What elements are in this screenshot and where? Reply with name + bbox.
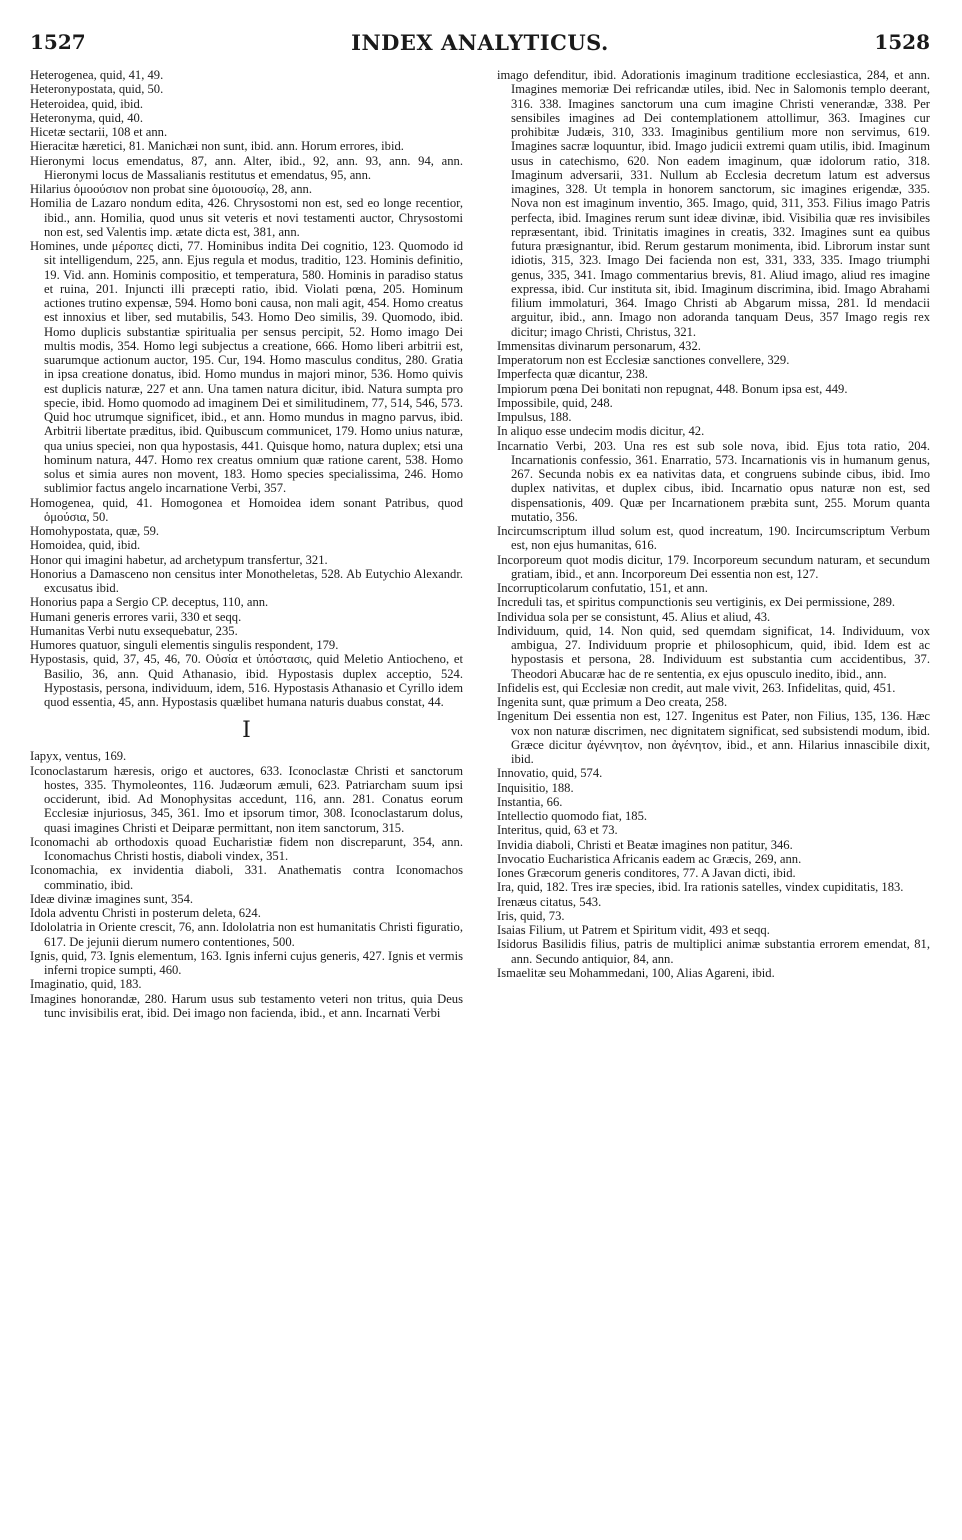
index-entry: Hieronymi locus emendatus, 87, ann. Alter, ibid., 92, ann. 93, ann. 94, ann. Hieronymi locus de Massalianis restitutus et emendatus, 95, ann. [30,153,463,182]
right-column [497,68,930,1528]
index-entry: Homogenea, quid, 41. Homogonea et Homoidea idem sonant Patribus, quod ὁμούσια, 50. [30,495,463,524]
index-entry: Homines, unde μέροπες dicti, 77. Hominibus indita Dei cognitio, 123. Quomodo id sit intelligendum, 225, ann. Ejus regula et modus, traditio, 123. Hominis definitio, 19. Vid. ann. Hominis compositio, et temperatura, 580. Hominis in paradiso status et ruina, 201. Injuncti illi præcepti ratio, ibid. Violati pœna, 205. Hominum actiones trutino expensæ, 594. Homo boni causa, non mali agit, 454. Homo creatus est innoxius et liber, sed mutabilis, 543. Homo Deo similis, 39. Quomodo, ibid. Homo duplicis substantiæ spiritualia per sensus percipit, 52. Homo imago Dei multis modis, 354. Homo legi subjectus a creatione, 666. Homo liberi arbitrii est, suarumque actionum auctor, 195. Cur, 194. Homo masculus conditus, 280. Gratia in ipsa creatione donatus, ibid. Homo mundus in majori minor, 536. Homo quivis est duplicis naturæ, 227 et ann. Una tamen natura dicitur, ibid. Natura sumpta pro specie, ibid. Homo quomodo ad imaginem Dei et similitudinem, 77, 514, 546, 573. Quid hoc utrumque significet, ibid., et ann. Homo mundus in magno parvus, ibid. Arbitrii libertate præditus, ibid. Quibuscum communicet, 179. Homo unius naturæ, qua unius speciei, non qua hypostasis, 441. Quisque homo, natura duplex; etsi una hominum natura, 447. Homo rex creatus omnium quæ ratione carent, 538. Homo solus et simia aures non movent, 183. Homo species specialissima, 246. Homo sublimior factus angelo incarnatione Verbi, 357. [30,239,463,496]
index-entry: imago defenditur, ibid. Adorationis imaginum traditione ecclesiastica, 284, et ann. Imagines memoriæ Dei refricandæ utiles, ibid. Nec in Salomonis templo deerant, 316. 338. Imagines sanctorum una cum imagine Christi venerandæ, 338. Per sensibiles imagines ad Dei contemplationem attollimur, 363. Imagines cur prohibitæ Judæis, 310, 333. Imaginibus gentilium more non servimus, 619. Imagines sacræ loquuntur, ibid. Imago judicii extremi quam utilis, ibid. Imaginum usus in catechismo, 620. Non eadem imaginum, quæ idolorum ratio, 318. Imaginum adversarii, 331. Nullum ab Ecclesia decretum latum est adversus imagines, 328. Ut templa in honorem sanctorum, sic imagines erigendæ, 335. Nova non est imaginum inventio, 365. Imago, quid, 311, 353. Filius imago Patris perfecta, ibid. Imagines rerum sunt ideæ divinæ, ibid. Visibilia quæ res invisibiles repræsentant, ibid. Trinitatis imagines in creatis, 332. Imagines sunt ea quibus futura præsignantur, ibid. Rerum gestarum monimenta, ibid. Librorum instar sunt idiotis, 315, 323. Imago Dei facienda non est, 331, 333, 335. Imago triumphi genus, 335, 341. Imago commentarius brevis, 81. Aliud imago, aliud res imagine expressa, ibid. Cur instituta sit, ibid. Imaginum discrimina, ibid. Imago Abrahami filium immolaturi, 364. Imago Christi ab Abgarum missa, 281. Id mendacii arguitur, ibid., ann. Imago non adoranda tanquam Deus, 357 Imago regis rex dicitur; imago Christi, Christus, 321. [497,68,930,339]
index-entry: Ingenita sunt, quæ primum a Deo creata, 258. [497,695,728,709]
index-entry: Incarnatio Verbi, 203. Una res est sub sole nova, ibid. Ejus tota ratio, 204. Incarnationis confessio, 361. Enarratio, 573. Incarnationis vis in humanum genus, 267. Secunda nobis ex ea nativitas data, et congruens subinde cibus, ibid. Imo duplex nativitas, et duplex cibus, ibid. Incarnatio opus naturæ non est, sed dispensationis, 409. Quæ per Incarnationem præbita sunt, 255. Morum quanta mutatio, 356. [497,438,930,524]
index-entry: Homohypostata, quæ, 59. [30,524,160,538]
index-entry: Humani generis errores varii, 330 et seqq. [30,609,242,624]
index-entry: Honor qui imagini habetur, ad archetypum transfertur, 321. [30,552,328,567]
index-entry: Incorrupticolarum confutatio, 151, et ann. [497,581,708,595]
index-entry: Iconoclastarum hæresis, origo et auctores, 633. Iconoclastæ Christi et sanctorum hostes, 335. Thymoleontes, 116. Judæorum æmuli, 623. Patriarcham suum ipsi occiderunt, ibid. Ad Monophysitas accedunt, 116, ann. 281. Conatus eorum Ecclesiæ injuriosus, 345, 361. Imo et ipsorum timor, 308. Iconoclastarum dolus, quasi imagines Christi et Deiparæ permittant, non item sanctorum, 315. [30,763,463,835]
index-entry: Hicetæ sectarii, 108 et ann. [30,125,168,139]
index-entry: Incircumscriptum illud solum est, quod increatum, 190. Incircumscriptum Verbum est, non ejus humanitas, 616. [497,524,930,553]
index-entry: Intellectio quomodo fiat, 185. [497,809,648,823]
index-entry: Inquisitio, 188. [497,780,574,795]
index-entry: Ingenitum Dei essentia non est, 127. Ingenitus est Pater, non Filius, 135, 136. Hæc vox non naturæ discrimen, nec dignitatem significat, sed subsistendi modum, ibid. Græce dicitur ἀγέννητον, non ἀγένητον, ibid., et ann. Hilarius innascibile dixit, ibid. [497,709,930,766]
index-entry: Imaginatio, quid, 183. [30,977,142,992]
entries-right [497,68,930,980]
index-entry: Heteroidea, quid, ibid. [30,96,143,111]
index-entry: Imperatorum non est Ecclesiæ sanctiones convellere, 329. [497,353,790,367]
left-page-number: 1527 [30,30,86,54]
index-entry: Immensitas divinarum personarum, 432. [497,338,701,353]
index-entry: Humanitas Verbi nutu exsequebatur, 235. [30,623,238,638]
index-entry: Imagines honorandæ, 280. Harum usus sub testamento veteri non tritus, quia Deus tunc invisibilis erat, ibid. Dei imago non facienda, ibid., et ann. Incarnati Verbi [30,991,463,1020]
index-entry: Increduli tas, et spiritus compunctionis seu vertiginis, ex Dei permissione, 289. [497,595,896,610]
index-entry: Homoidea, quid, ibid. [30,538,141,553]
index-entry: Individuum, quid, 14. Non quid, sed quemdam significat, 14. Individuum, vox ambigua, 27. Individuum proprie et philosophicum, quid, ibid. Idem est ac hypostasis et persona, 28. Individuum est substantia cum accidentibus, 37. Theodori Abucaræ hac de re sententia, ex ejus opusculo inedito, ibid., ann. [497,623,930,681]
index-entry: Ismaelitæ seu Mohammedani, 100, Alias Agareni, ibid. [497,965,775,980]
index-entry: Incorporeum quot modis dicitur, 179. Incorporeum secundum naturam, et secundum gratiam, ibid., et ann. Incorporeum Dei essentia non est, 127. [497,552,930,581]
index-entry: Homilia de Lazaro nondum edita, 426. Chrysostomi non est, sed eo longe recentior, ibid., ann. Homilia, quod unus sit veteris et novi testamenti auctor, Chrysostomi non est, sed Valentis imp. ætate dicta est, 381, ann. [30,196,463,239]
index-entry: Ira, quid, 182. Tres iræ species, ibid. Ira rationis satelles, vindex cupiditatis, 183. [497,880,904,895]
index-entry: Honorius papa a Sergio CP. deceptus, 110, ann. [30,595,269,610]
page-header [30,30,930,60]
entries-h [30,68,463,709]
running-title: INDEX ANALYTICUS. [351,30,609,55]
index-entry: Hilarius ὁμοούσιον non probat sine ὁμοιουσίῳ, 28, ann. [30,182,312,196]
index-entry: Individua sola per se consistunt, 45. Alius et aliud, 43. [497,609,771,624]
index-entry: Hypostasis, quid, 37, 45, 46, 70. Οὐσία et ὑπόστασις, quid Meletio Antiocheno, et Basilio, 36, ann. Quid Athanasio, ibid. Hypostasis duplex acceptio, 524. Hypostasis, persona, individuum, idem, 516. Hypostasis Athanasio et Cyrillo idem quod essentia, 45, ann. Hypostasis quælibet humana naturis duabus constat, 44. [30,652,463,709]
index-entry: In aliquo esse undecim modis dicitur, 42. [497,424,705,439]
index-entry: Irenæus citatus, 543. [497,894,602,909]
entries-i [30,749,463,1020]
section-letter: I [242,718,251,744]
index-entry: Idola adventu Christi in posterum deleta, 624. [30,906,261,920]
index-entry: Impulsus, 188. [497,410,572,424]
index-entry: Invidia diaboli, Christi et Beatæ imagines non patitur, 346. [497,837,793,852]
index-entry: Hieracitæ hæretici, 81. Manichæi non sunt, ibid. ann. Horum errores, ibid. [30,139,404,154]
index-entry: Heterogenea, quid, 41, 49. [30,68,164,82]
index-entry: Innovatio, quid, 574. [497,766,603,781]
index-entry: Heteronypostata, quid, 50. [30,82,164,97]
index-entry: Isidorus Basilidis filius, patris de multiplici animæ substantia errorem emendat, 81, ann. Secundo antiquior, 84, ann. [497,937,930,966]
index-entry: Interitus, quid, 63 et 73. [497,823,618,838]
index-entry: Instantia, 66. [497,794,563,809]
index-entry: Iones Græcorum generis conditores, 77. A Javan dicti, ibid. [497,866,796,880]
index-entry: Idololatria in Oriente crescit, 76, ann. Idololatria non est humanitatis Christi figuratio, 617. De jejunii dierum numero contentiones, 500. [30,920,463,949]
index-entry: Impiorum pœna Dei bonitati non repugnat, 448. Bonum ipsa est, 449. [497,381,848,396]
index-entry: Heteronyma, quid, 40. [30,110,143,125]
index-entry: Imperfecta quæ dicantur, 238. [497,367,648,382]
index-entry: Isaias Filium, ut Patrem et Spiritum vidit, 493 et seqq. [497,923,770,937]
index-entry: Ignis, quid, 73. Ignis elementum, 163. Ignis inferni cujus generis, 427. Ignis et vermis inferni tropice sumpti, 460. [30,948,463,977]
right-page-number: 1528 [874,30,930,54]
index-entry: Honorius a Damasceno non censitus inter Monotheletas, 528. Ab Eutychio Alexandr. excusatus ibid. [30,566,463,595]
index-entry: Humores quatuor, singuli elementis singulis respondent, 179. [30,638,339,652]
index-entry: Iconomachi ab orthodoxis quoad Eucharistiæ fidem non discreparunt, 354, ann. Iconomachus Christi hostis, diaboli vindex, 351. [30,834,463,863]
index-entry: Ideæ divinæ imagines sunt, 354. [30,891,194,906]
index-entry: Invocatio Eucharistica Africanis eadem ac Græcis, 269, ann. [497,851,802,866]
left-column [30,68,463,1528]
index-entry: Infidelis est, qui Ecclesiæ non credit, aut male vivit, 263. Infidelitas, quid, 451. [497,680,896,695]
index-entry: Iris, quid, 73. [497,908,565,923]
index-entry: Iconomachia, ex invidentia diaboli, 331. Anathematis contra Iconomachos comminatio, ibid. [30,863,463,892]
index-entry: Iapyx, ventus, 169. [30,749,127,764]
index-entry: Impossibile, quid, 248. [497,395,613,410]
